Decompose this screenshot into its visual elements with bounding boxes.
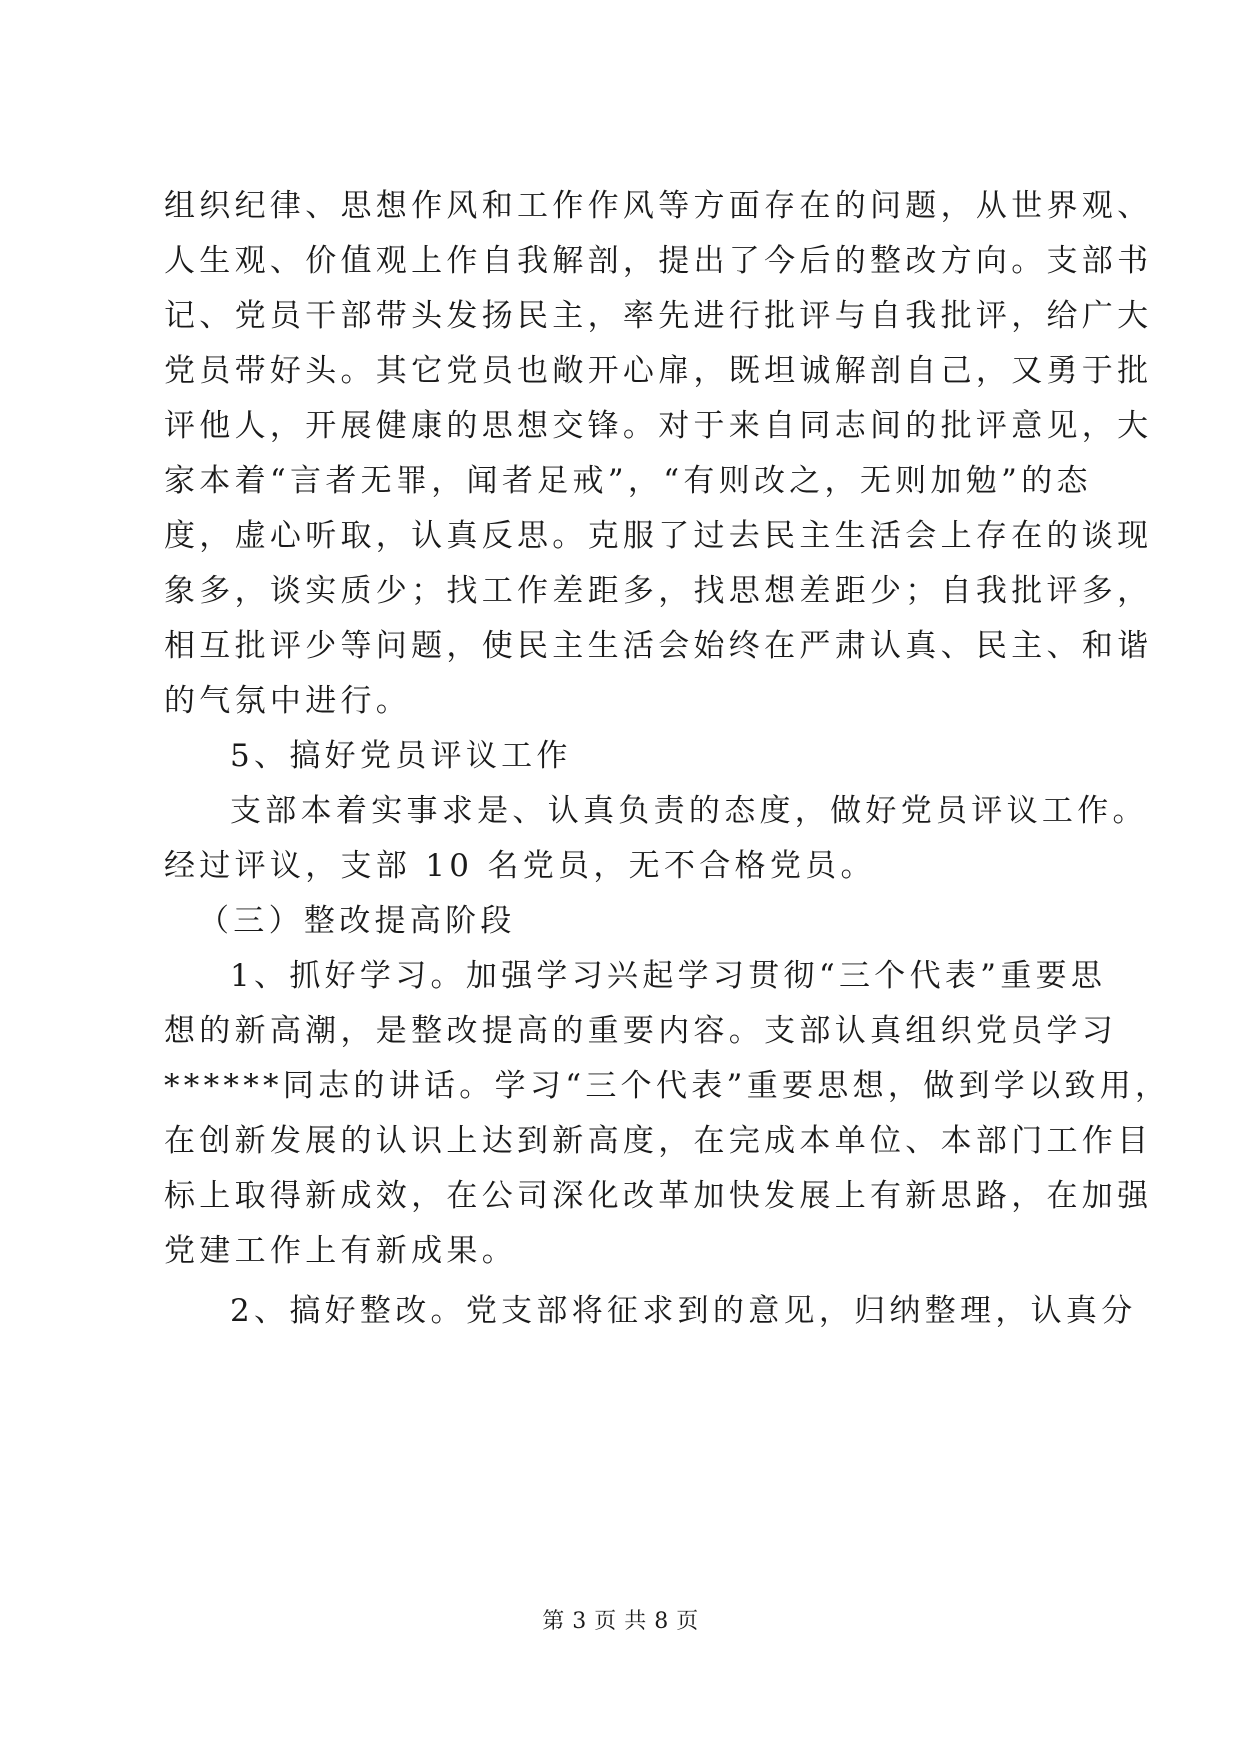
paragraph-line: 家本着“言者无罪，闻者足戒”，“有则改之，无则加勉”的态 [164,463,1092,499]
paragraph-line: 党员带好头。其它党员也敞开心扉，既坦诚解剖自己，又勇于批 [164,353,1153,389]
paragraph-line: 党建工作上有新成果。 [164,1233,517,1269]
section-heading: 5、搞好党员评议工作 [230,738,572,774]
paragraph-line: 度，虚心听取，认真反思。克服了过去民主生活会上存在的谈现 [164,518,1153,554]
paragraph-line: 2、搞好整改。党支部将征求到的意见，归纳整理，认真分 [230,1293,1137,1329]
paragraph-line: 想的新高潮，是整改提高的重要内容。支部认真组织党员学习 [164,1013,1118,1049]
page-footer: 第 3 页 共 8 页 [542,1609,699,1634]
section-heading: （三）整改提高阶段 [198,903,516,939]
paragraph-line: 在创新发展的认识上达到新高度，在完成本单位、本部门工作目 [164,1123,1153,1159]
paragraph-line: 组织纪律、思想作风和工作作风等方面存在的问题，从世界观、 [164,188,1153,224]
paragraph-line: 1、抓好学习。加强学习兴起学习贯彻“三个代表”重要思 [230,958,1107,994]
paragraph-line: 记、党员干部带头发扬民主，率先进行批评与自我批评，给广大 [164,298,1153,334]
paragraph-line: 标上取得新成效，在公司深化改革加快发展上有新思路，在加强 [164,1178,1153,1214]
paragraph-line: ******同志的讲话。学习“三个代表”重要思想，做到学以致用， [164,1068,1171,1104]
paragraph-line: 支部本着实事求是、认真负责的态度，做好党员评议工作。 [230,793,1148,829]
paragraph-line: 人生观、价值观上作自我解剖，提出了今后的整改方向。支部书 [164,243,1153,279]
paragraph-line: 经过评议，支部 10 名党员，无不合格党员。 [164,848,876,884]
paragraph-line: 相互批评少等问题，使民主生活会始终在严肃认真、民主、和谐 [164,628,1153,664]
paragraph-line: 的气氛中进行。 [164,683,412,719]
paragraph-line: 象多，谈实质少；找工作差距多，找思想差距少；自我批评多， [164,573,1153,609]
paragraph-line: 评他人，开展健康的思想交锋。对于来自同志间的批评意见，大 [164,408,1153,444]
